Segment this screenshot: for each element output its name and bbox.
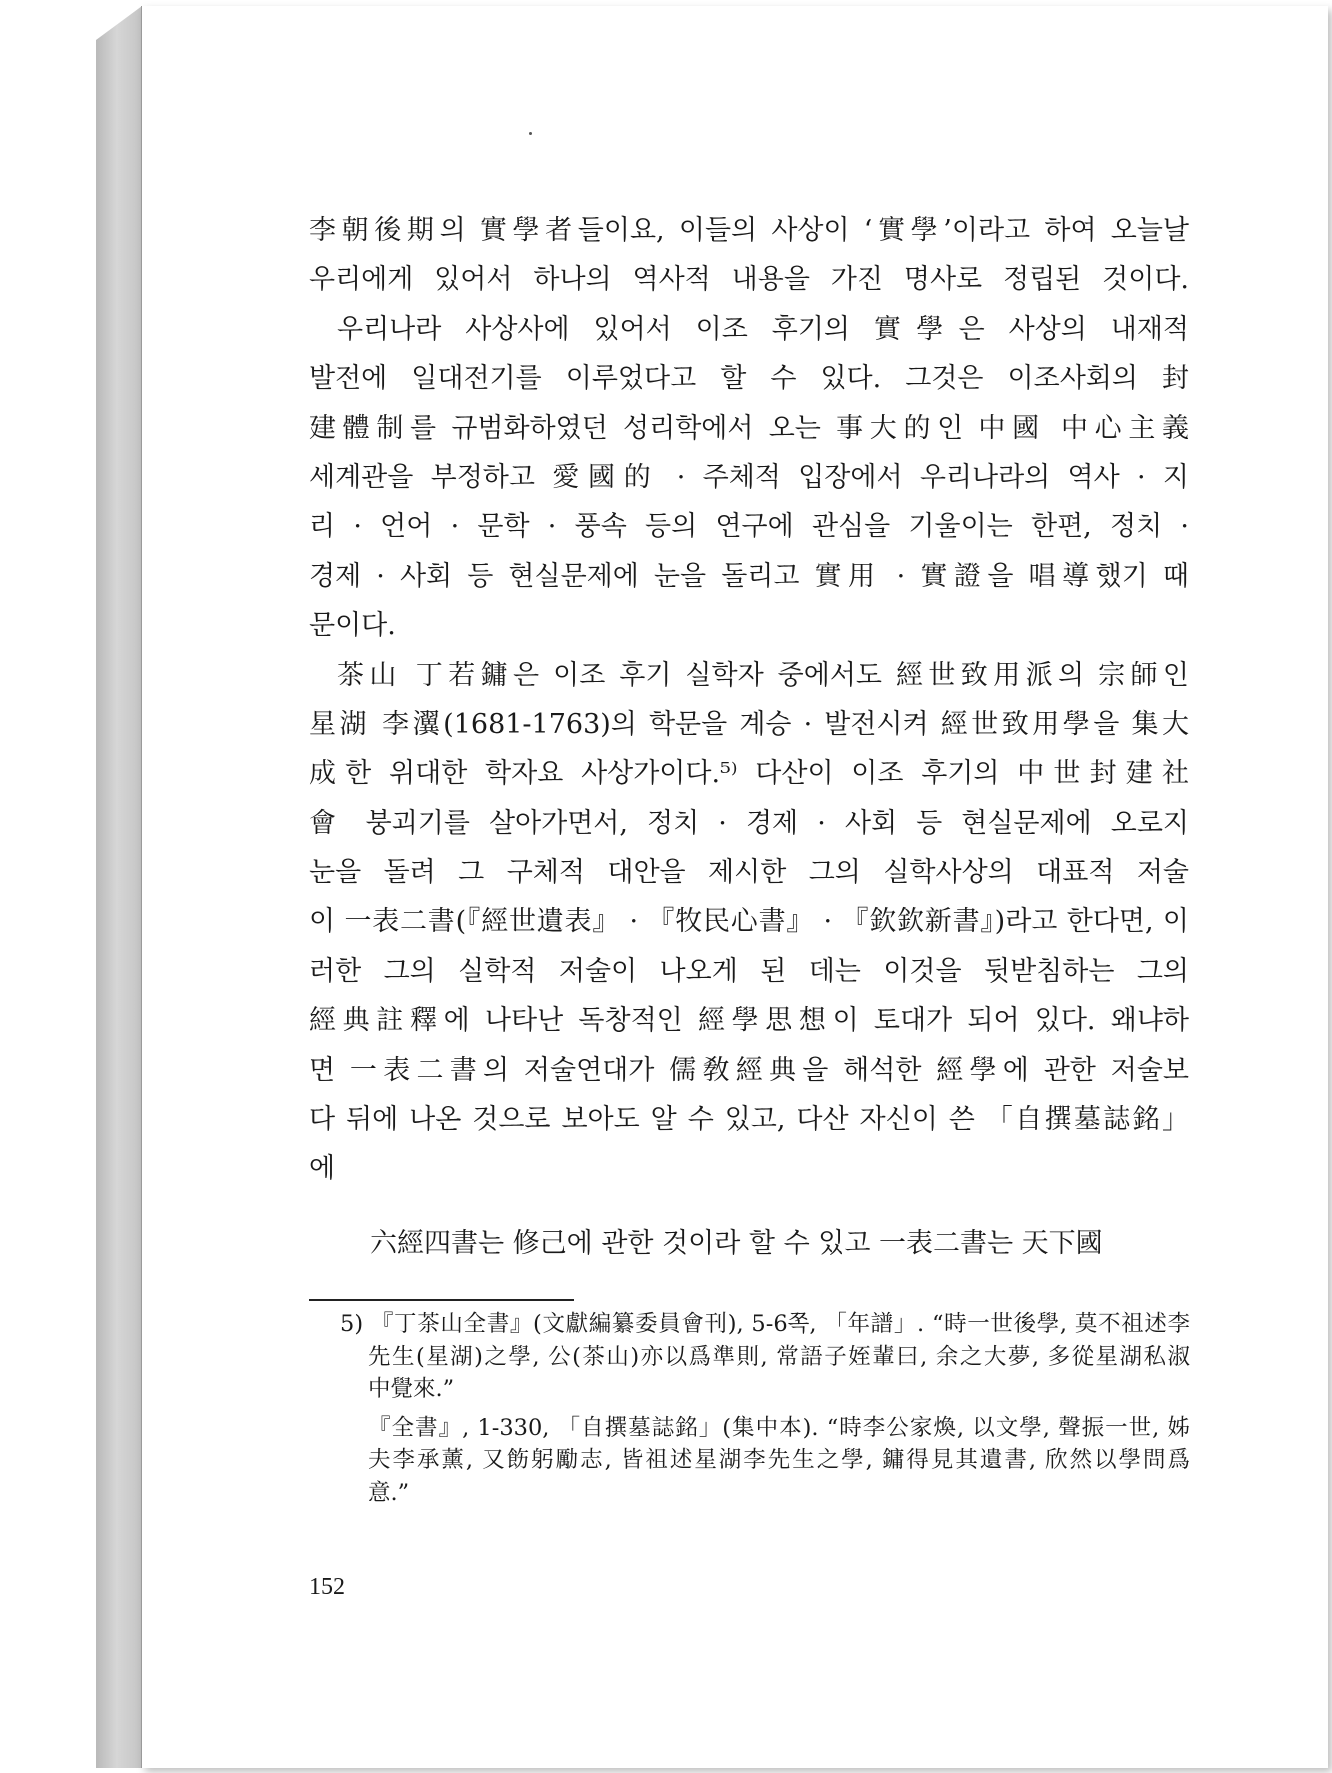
footnote-line: 中覺來.” [368,1376,455,1402]
body-line: 星湖 李瀷(1681-1763)의 학문을 계승 · 발전시켜 經世致用學을 集大 [309,708,1189,740]
body-line: 에 [309,1153,336,1185]
footnote-line: 『全書』, 1-330, 「自撰墓誌銘」(集中本). “時李公家煥, 以文學, 聲振一世, 姊 [368,1414,1190,1441]
body-line: 우리나라 사상사에 있어서 이조 후기의 實學은 사상의 내재적 [337,313,1189,345]
footnote-line: 意.” [368,1479,410,1506]
book-page [141,6,1328,1768]
body-line: 면 一表二書의 저술연대가 儒敎經典을 해석한 經學에 관한 저술보 [309,1054,1189,1086]
speck-mark [529,132,532,135]
book-spine [96,6,142,1768]
body-line: 經典註釋에 나타난 독창적인 經學思想이 토대가 되어 있다. 왜냐하 [309,1005,1189,1037]
body-line: 茶山 丁若鏞은 이조 후기 실학자 중에서도 經世致用派의 宗師인 [337,659,1189,691]
body-line: 러한 그의 실학적 저술이 나오게 된 데는 이것을 뒷받침하는 그의 [309,955,1189,987]
body-line: 리 · 언어 · 문학 · 풍속 등의 연구에 관심을 기울이는 한편, 정치 · [309,511,1189,543]
block-quote: 六經四書는 修己에 관한 것이라 할 수 있고 一表二書는 天下國 [370,1228,1103,1259]
footnote-line: 5) 『丁茶山全書』(文獻編纂委員會刊), 5-6쪽, 「年譜」. “時一世後學, 莫不祖述李 [340,1311,1190,1337]
body-text [309,206,1189,1194]
body-line: 발전에 일대전기를 이루었다고 할 수 있다. 그것은 이조사회의 封 [309,363,1189,395]
body-line: 이 一表二書(『經世遺表』 · 『牧民心書』 · 『欽欽新書』)라고 한다면, 이 [309,906,1189,938]
footnote-line: 夫李承薰, 又飭躬勵志, 皆祖述星湖李先生之學, 鏞得見其遺書, 欣然以學問爲 [368,1447,1190,1473]
footnotes [340,1308,1190,1509]
body-line: 다 뒤에 나온 것으로 보아도 알 수 있고, 다산 자신이 쓴 「自撰墓誌銘」 [309,1104,1189,1136]
body-line: 경제 · 사회 등 현실문제에 눈을 돌리고 實用 · 實證을 唱導했기 때 [309,560,1189,592]
body-line: 成한 위대한 학자요 사상가이다.⁵⁾ 다산이 이조 후기의 中世封建社 [309,758,1189,790]
body-line: 눈을 돌려 그 구체적 대안을 제시한 그의 실학사상의 대표적 저술 [309,857,1189,889]
footnote-divider [309,1299,574,1301]
body-line: 우리에게 있어서 하나의 역사적 내용을 가진 명사로 정립된 것이다. [309,264,1189,296]
body-line: 會 붕괴기를 살아가면서, 정치 · 경제 · 사회 등 현실문제에 오로지 [309,807,1189,839]
page-number: 152 [309,1574,345,1600]
body-line: 문이다. [309,610,396,642]
footnote-line: 先生(星湖)之學, 公(茶山)亦以爲準則, 常語子姪輩曰, 余之大夢, 多從星湖私淑 [368,1343,1190,1370]
body-line: 建體制를 규범화하였던 성리학에서 오는 事大的인 中國 中心主義 [309,412,1189,444]
body-line: 李朝後期의 實學者들이요, 이들의 사상이 ‘實學’이라고 하여 오늘날 [309,215,1189,246]
body-line: 세계관을 부정하고 愛國的 · 주체적 입장에서 우리나라의 역사 · 지 [309,461,1189,493]
